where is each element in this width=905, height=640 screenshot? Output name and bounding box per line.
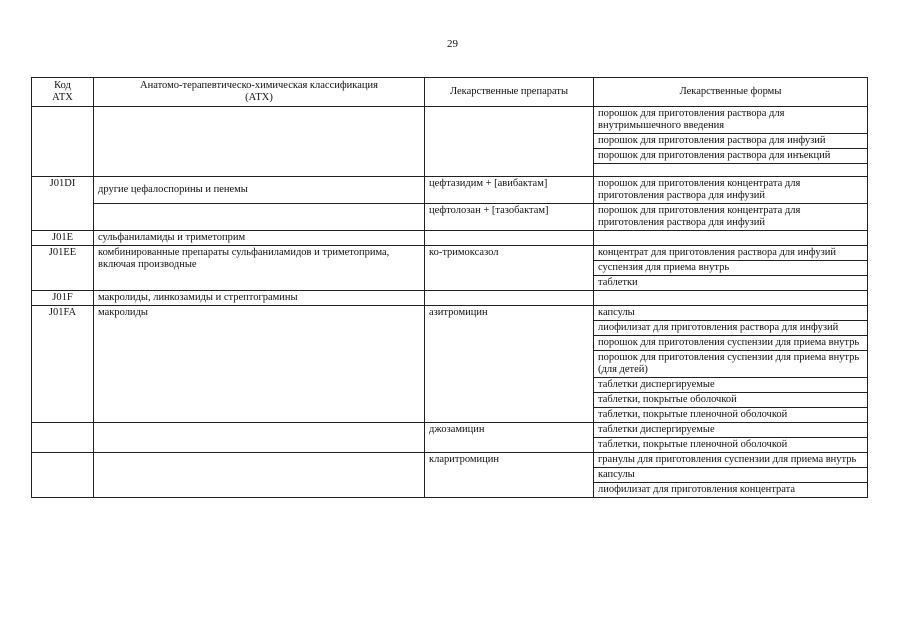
form-cell: таблетки диспергируемые bbox=[594, 378, 868, 393]
table-row bbox=[32, 306, 868, 321]
atx-name: другие цефалоспорины и пенемы bbox=[94, 177, 425, 204]
header-code-line1: Код bbox=[54, 80, 71, 91]
atx-table bbox=[31, 77, 868, 498]
atx-code: J01E bbox=[32, 231, 94, 246]
table-row bbox=[32, 291, 868, 306]
header-classification-line2: (АТХ) bbox=[245, 92, 273, 103]
drug-name: азитромицин bbox=[425, 306, 594, 423]
header-drugs: Лекарственные препараты bbox=[425, 78, 594, 107]
header-classification-line1: Анатомо-терапевтическо-химическая классификация bbox=[140, 80, 378, 91]
form-cell: порошок для приготовления раствора для внутримышечного введения bbox=[594, 107, 868, 134]
table-row bbox=[32, 204, 868, 231]
table-row bbox=[32, 423, 868, 438]
form-cell: капсулы bbox=[594, 468, 868, 483]
drug-name: джозамицин bbox=[425, 423, 594, 453]
code-cell-empty bbox=[32, 107, 94, 177]
form-cell: порошок для приготовления суспензии для приема внутрь (для детей) bbox=[594, 351, 868, 378]
form-cell: порошок для приготовления раствора для инъекций bbox=[594, 149, 868, 164]
form-cell: таблетки, покрытые пленочной оболочкой bbox=[594, 438, 868, 453]
page-number: 29 bbox=[447, 38, 458, 50]
class-cell-empty bbox=[94, 107, 425, 177]
form-cell: гранулы для приготовления суспензии для приема внутрь bbox=[594, 453, 868, 468]
form-cell-empty bbox=[594, 231, 868, 246]
drug-name: кларитромицин bbox=[425, 453, 594, 498]
atx-code: J01EE bbox=[32, 246, 94, 291]
atx-name: сульфаниламиды и триметоприм bbox=[94, 231, 425, 246]
form-cell: таблетки, покрытые пленочной оболочкой bbox=[594, 408, 868, 423]
form-cell-empty bbox=[594, 164, 868, 177]
form-cell-empty bbox=[594, 291, 868, 306]
class-cell-empty bbox=[94, 423, 425, 453]
form-cell: порошок для приготовления суспензии для приема внутрь bbox=[594, 336, 868, 351]
class-cell-empty bbox=[94, 204, 425, 231]
header-code bbox=[32, 78, 94, 107]
form-cell: суспензия для приема внутрь bbox=[594, 261, 868, 276]
form-cell: капсулы bbox=[594, 306, 868, 321]
table-header-row bbox=[32, 78, 868, 107]
code-cell-empty bbox=[32, 423, 94, 453]
form-cell: лиофилизат для приготовления раствора для инфузий bbox=[594, 321, 868, 336]
form-cell: порошок для приготовления концентрата для приготовления раствора для инфузий bbox=[594, 177, 868, 204]
drug-name: ко-тримоксазол bbox=[425, 246, 594, 291]
table-row bbox=[32, 453, 868, 468]
class-cell-empty bbox=[94, 453, 425, 498]
drug-cell-empty bbox=[425, 291, 594, 306]
form-cell: порошок для приготовления раствора для инфузий bbox=[594, 134, 868, 149]
atx-name: макролиды bbox=[94, 306, 425, 423]
header-code-line2: АТХ bbox=[52, 92, 73, 103]
table-row bbox=[32, 177, 868, 204]
form-cell: таблетки bbox=[594, 276, 868, 291]
atx-name: макролиды, линкозамиды и стрептограмины bbox=[94, 291, 425, 306]
form-cell: концентрат для приготовления раствора для инфузий bbox=[594, 246, 868, 261]
form-cell: порошок для приготовления концентрата для приготовления раствора для инфузий bbox=[594, 204, 868, 231]
drug-cell-empty bbox=[425, 231, 594, 246]
header-classification bbox=[94, 78, 425, 107]
atx-code: J01FA bbox=[32, 306, 94, 423]
drug-name: цефтолозан + [тазобактам] bbox=[425, 204, 594, 231]
table-row bbox=[32, 107, 868, 134]
atx-code: J01DI bbox=[32, 177, 94, 231]
atx-code: J01F bbox=[32, 291, 94, 306]
header-forms: Лекарственные формы bbox=[594, 78, 868, 107]
table-row bbox=[32, 231, 868, 246]
atx-name: комбинированные препараты сульфаниламидов и триметоприма, включая производные bbox=[94, 246, 425, 291]
form-cell: лиофилизат для приготовления концентрата bbox=[594, 483, 868, 498]
code-cell-empty bbox=[32, 453, 94, 498]
drug-cell-empty bbox=[425, 107, 594, 177]
form-cell: таблетки, покрытые оболочкой bbox=[594, 393, 868, 408]
table-row bbox=[32, 246, 868, 261]
form-cell: таблетки диспергируемые bbox=[594, 423, 868, 438]
drug-name: цефтазидим + [авибактам] bbox=[425, 177, 594, 204]
